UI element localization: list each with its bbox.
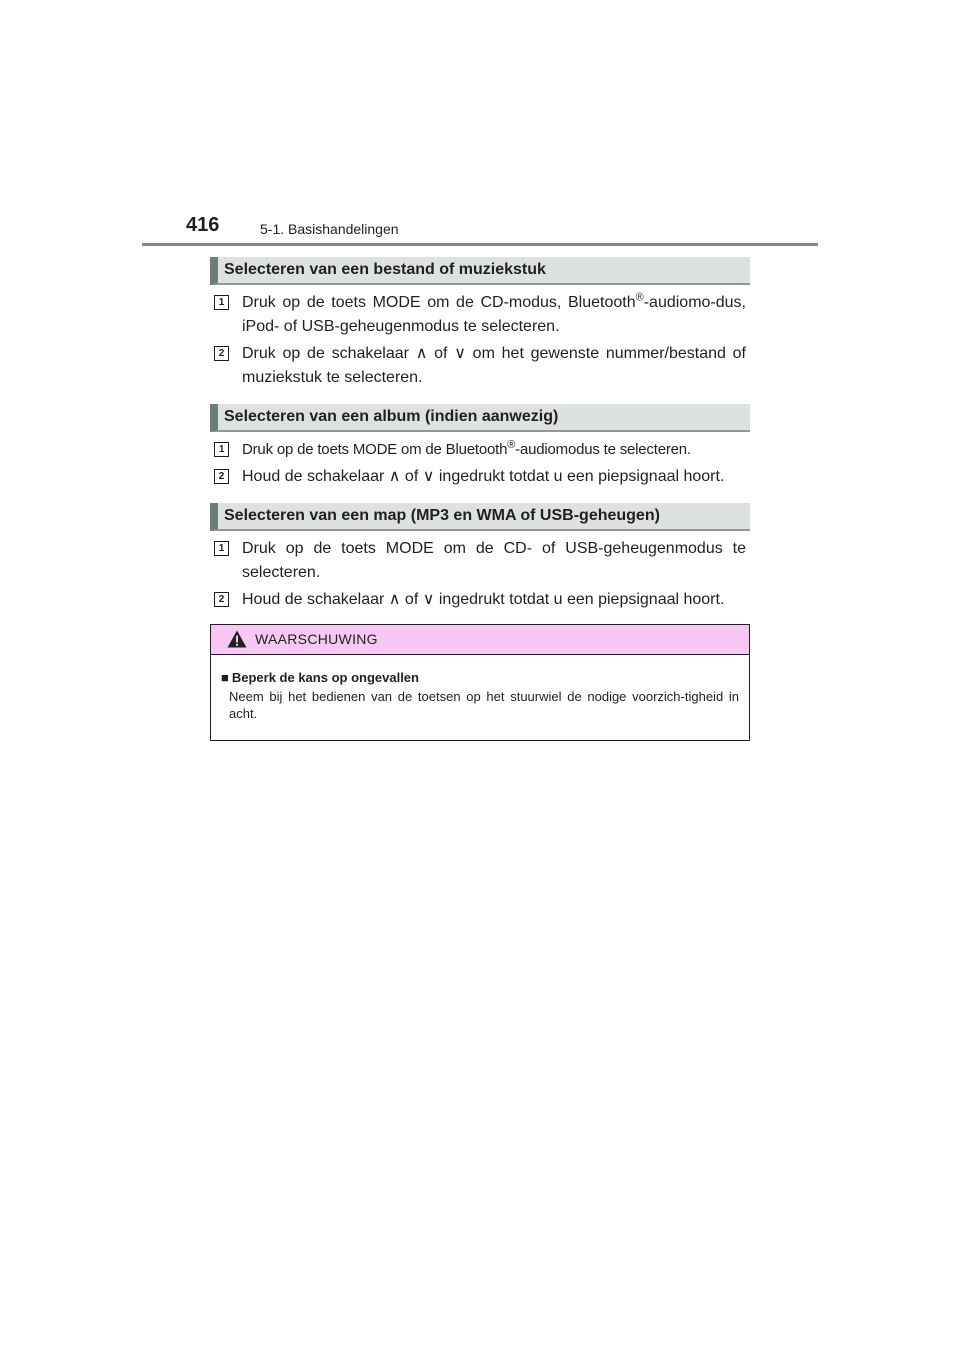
step-item	[210, 342, 750, 390]
step-text-part: -audiomo-dus, iPod- of USB-geheugenmodus te selecteren.	[242, 294, 746, 335]
step-list-file	[210, 291, 750, 390]
step-text-part: -audiomodus te selecteren.	[515, 441, 691, 458]
warning-header	[211, 625, 749, 655]
warning-box	[210, 624, 750, 741]
step-number-badge: 2	[214, 469, 229, 484]
step-number-badge: 1	[214, 295, 229, 310]
step-number-badge: 1	[214, 442, 229, 457]
registered-mark: ®	[507, 439, 516, 451]
step-number-badge: 2	[214, 592, 229, 607]
step-text: Houd de schakelaar ∧ of ∨ ingedrukt totdat u een piepsignaal hoort.	[242, 591, 725, 608]
step-text	[242, 291, 746, 335]
warning-triangle-icon	[227, 630, 247, 648]
section-heading-file: Selecteren van een bestand of muziekstuk	[210, 257, 750, 285]
step-item	[210, 438, 750, 462]
step-text-part: Druk op de toets MODE om de CD-modus, Bluetooth	[242, 294, 636, 311]
section-heading-album: Selecteren van een album (indien aanwezig)	[210, 404, 750, 432]
header-rule	[142, 243, 818, 246]
warning-subheading	[221, 669, 739, 686]
warning-title: WAARSCHUWING	[255, 631, 378, 647]
step-list-folder	[210, 537, 750, 612]
step-text: Houd de schakelaar ∧ of ∨ ingedrukt totdat u een piepsignaal hoort.	[242, 468, 725, 485]
chapter-title: 5-1. Basishandelingen	[260, 221, 399, 237]
page-header	[0, 0, 960, 250]
registered-mark: ®	[635, 291, 644, 304]
step-text: Druk op de toets MODE om de CD- of USB-geheugenmodus te selecteren.	[242, 540, 746, 581]
section-heading-folder: Selecteren van een map (MP3 en WMA of USB-geheugen)	[210, 503, 750, 531]
step-text	[242, 441, 691, 458]
step-text: Druk op de schakelaar ∧ of ∨ om het gewenste nummer/bestand of muziekstuk te selecteren.	[242, 345, 746, 386]
step-item	[210, 537, 750, 585]
page-number: 416	[186, 214, 220, 236]
page-content	[210, 257, 750, 741]
step-text-part: Druk op de toets MODE om de Bluetooth	[242, 441, 508, 458]
square-bullet-icon: ■	[221, 670, 229, 685]
step-list-album	[210, 438, 750, 489]
warning-text: Neem bij het bedienen van de toetsen op het stuurwiel de nodige voorzich-tigheid in acht.	[229, 689, 739, 721]
step-item	[210, 465, 750, 489]
step-number-badge: 1	[214, 541, 229, 556]
warning-body	[211, 655, 749, 740]
step-number-badge: 2	[214, 346, 229, 361]
step-item	[210, 588, 750, 612]
warning-subheading-text: Beperk de kans op ongevallen	[231, 670, 419, 685]
step-item	[210, 291, 750, 339]
